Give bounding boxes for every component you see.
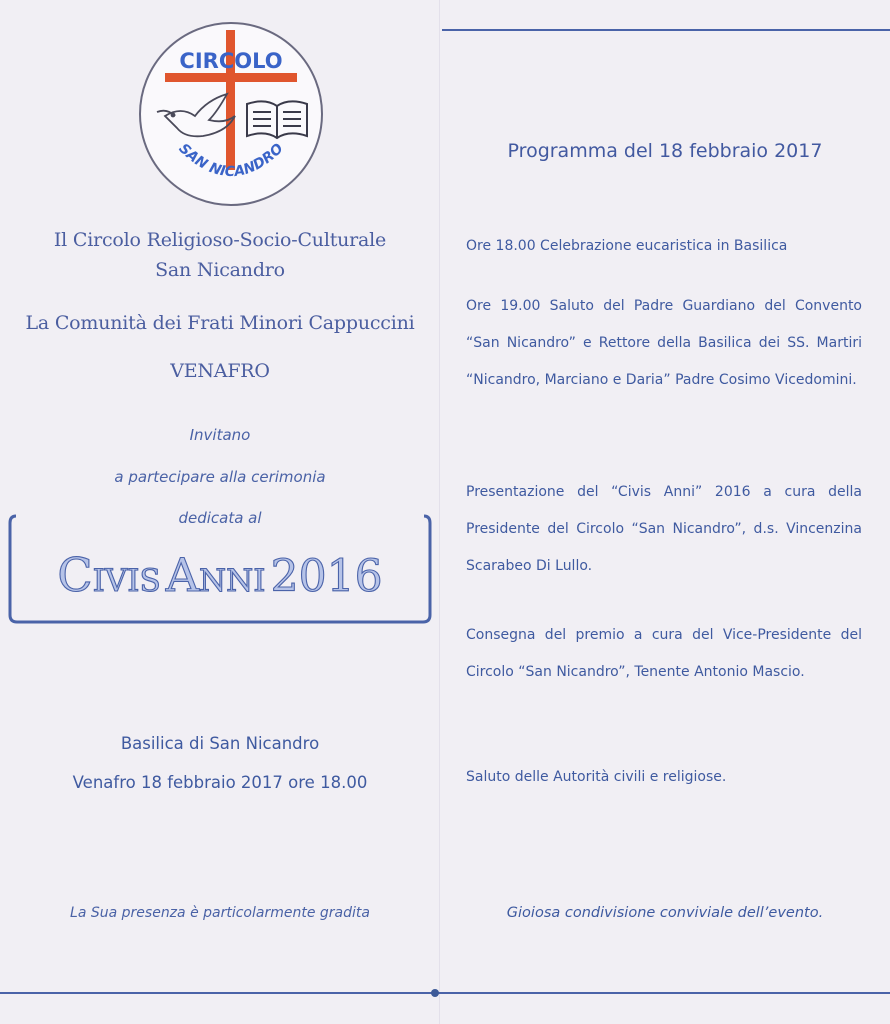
invite-line3: dedicata al <box>178 509 262 527</box>
civis-anni-banner <box>8 548 432 602</box>
closing-note: Gioiosa condivisione conviviale dell’evento. <box>506 905 824 921</box>
venue-name: Basilica di San Nicandro <box>120 734 320 753</box>
program-item: Presentazione del “Civis Anni” 2016 a cura della Presidente del Circolo “San Nicandro”, d.s. Vincenzina Scarabeo Di Lullo. <box>466 484 862 574</box>
program-title: Programma del 18 febbraio 2017 <box>507 140 823 162</box>
program-item: Ore 18.00 Celebrazione eucaristica in Basilica <box>466 238 788 254</box>
banner-year: 2016 <box>270 551 383 602</box>
banner-initial-c: C <box>57 548 93 602</box>
logo-bottom-text: SAN NICANDRO <box>175 140 287 181</box>
logo-top-text: CIRCOLO <box>179 49 283 73</box>
organizer-name-line1: Il Circolo Religioso-Socio-Culturale <box>53 229 387 251</box>
invitation-left-panel <box>0 0 440 1024</box>
program-item: Ore 19.00 Saluto del Padre Guardiano del Convento “San Nicandro” e Rettore della Basilica dei SS. Martiri “Nicandro, Marciano e Daria” Padre Cosimo Vicedomini. <box>466 298 862 388</box>
organizer-name-line2: San Nicandro <box>155 259 285 281</box>
program-item: Consegna del premio a cura del Vice-Presidente del Circolo “San Nicandro”, Tenente Antonio Mascio. <box>466 627 862 680</box>
event-date-time: Venafro 18 febbraio 2017 ore 18.00 <box>72 773 368 792</box>
city-name: VENAFRO <box>170 360 270 382</box>
banner-word1-rest: IVIS <box>92 563 161 599</box>
program-item: Saluto delle Autorità civili e religiose. <box>466 769 727 785</box>
banner-word2-rest: NNI <box>199 563 266 599</box>
circolo-logo <box>137 20 325 208</box>
community-name: La Comunità dei Frati Minori Cappuccini <box>25 312 415 334</box>
invite-line1: Invitano <box>189 426 251 444</box>
presence-note: La Sua presenza è particolarmente gradita <box>70 905 370 921</box>
invite-line2: a partecipare alla cerimonia <box>114 468 326 486</box>
banner-initial-a: A <box>165 548 200 602</box>
